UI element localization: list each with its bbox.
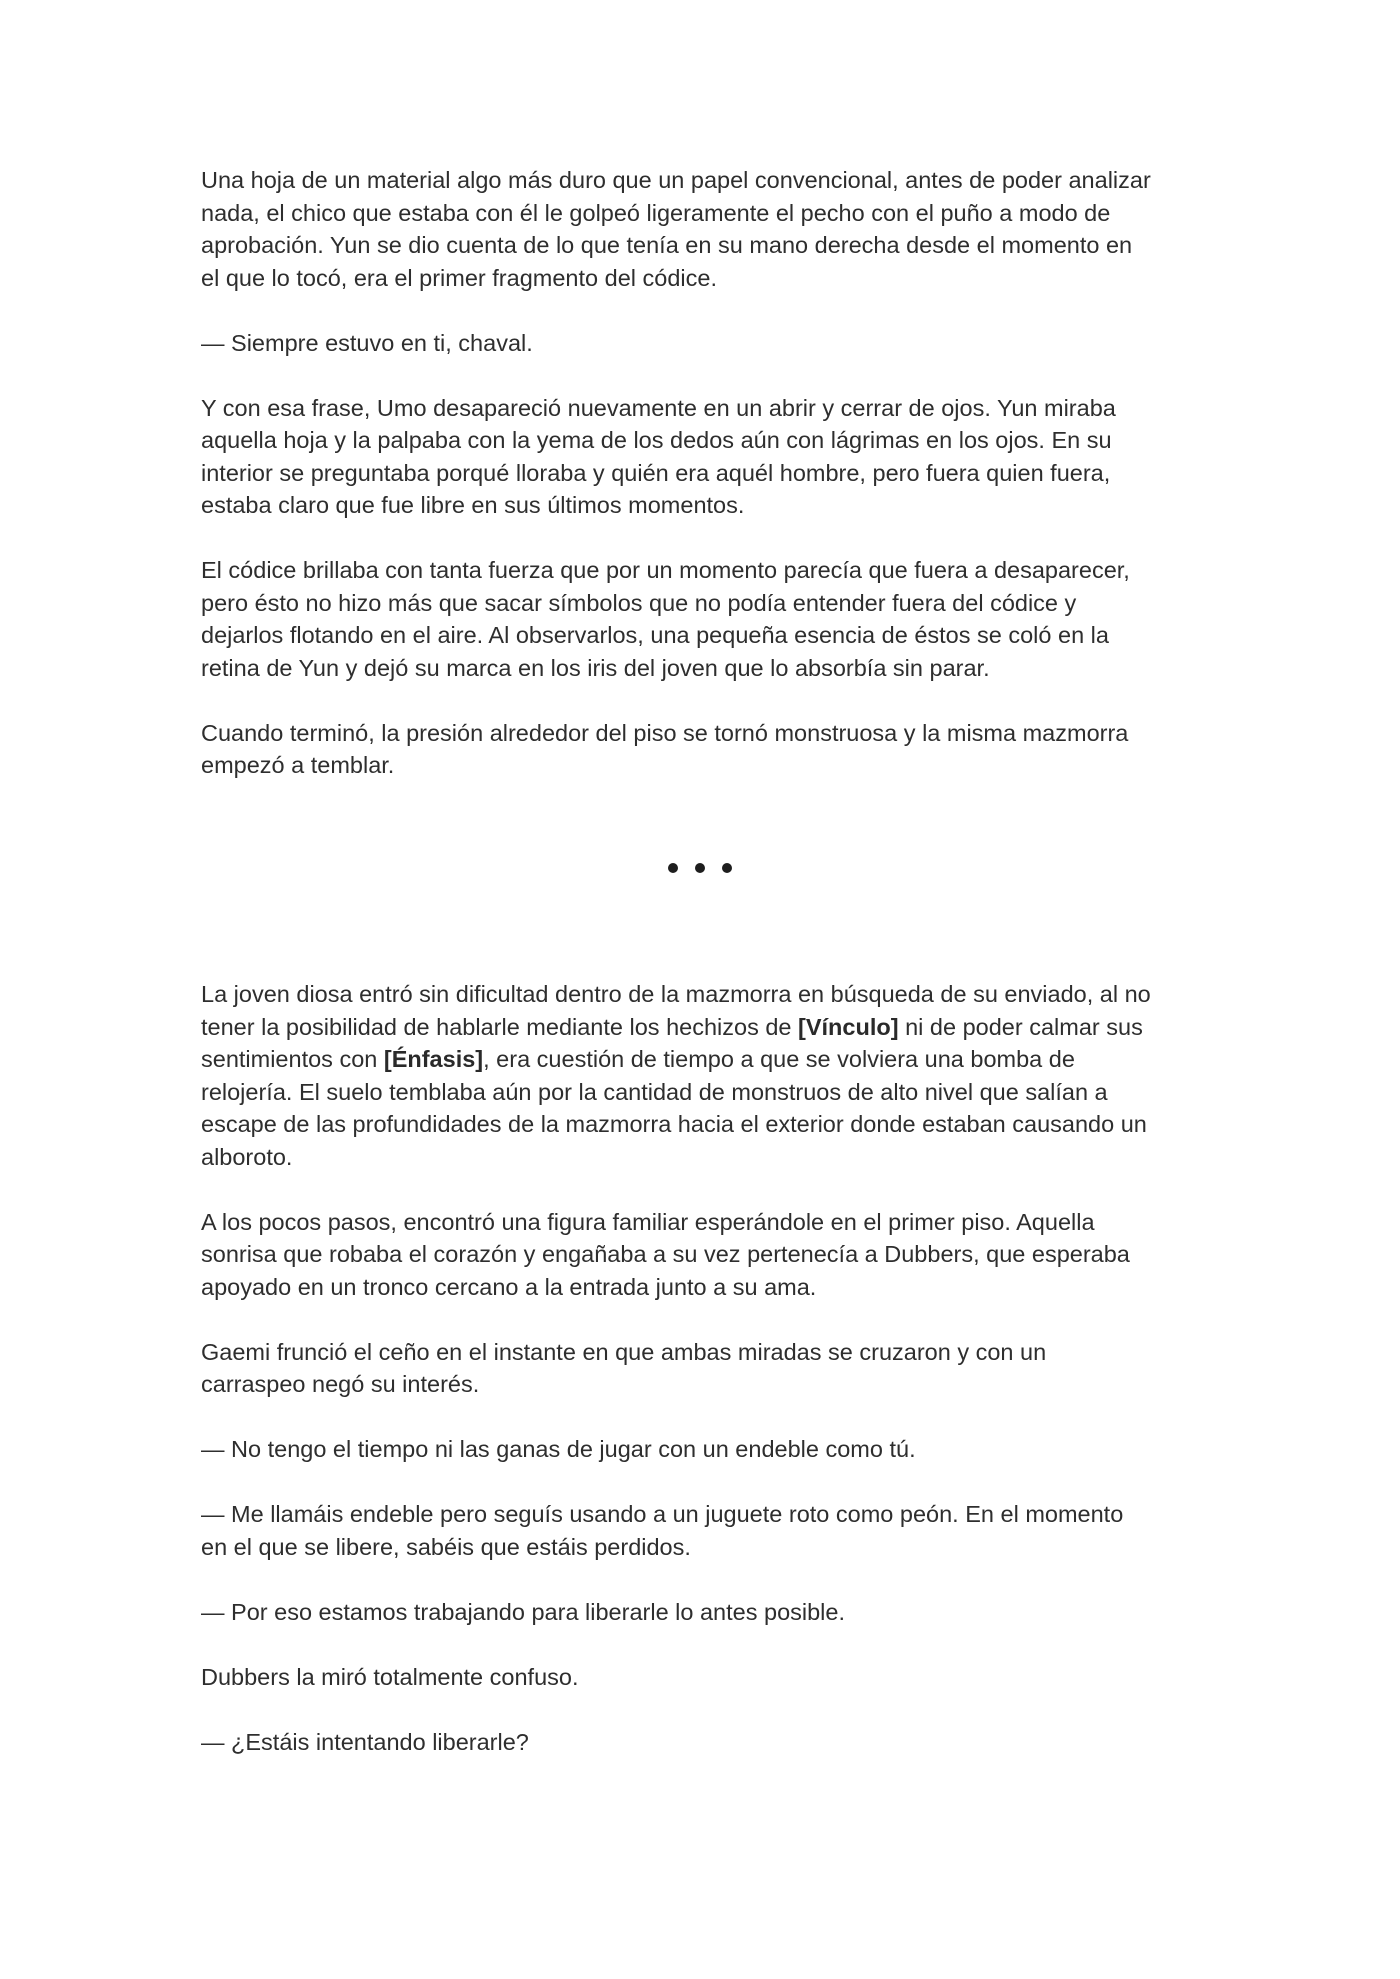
- text-segment: , era cuestión de tiempo a que se volviera una bomba de: [483, 1046, 1075, 1072]
- text-line: Y con esa frase, Umo desapareció nuevamente en un abrir y cerrar de ojos. Yun miraba: [201, 394, 1116, 421]
- text-line: el que lo tocó, era el primer fragmento del códice.: [201, 264, 717, 291]
- text-line: relojería. El suelo temblaba aún por la cantidad de monstruos de alto nivel que salían a: [201, 1078, 1108, 1105]
- text-line: — Me llamáis endeble pero seguís usando a un juguete roto como peón. En el momento: [201, 1501, 1124, 1527]
- text-line: pero ésto no hizo más que sacar símbolos que no podía entender fuera del códice y: [201, 589, 1077, 616]
- text-line: interior se preguntaba porqué lloraba y quién era aquél hombre, pero fuera quien fuera,: [201, 459, 1111, 486]
- text-segment: ni de poder calmar sus: [898, 1013, 1143, 1040]
- text-line: [201, 1011, 1201, 1044]
- text-line: Cuando terminó, la presión alrededor del piso se tornó monstruosa y la misma mazmorra: [201, 719, 1129, 746]
- paragraph: [201, 717, 1201, 782]
- text-line: sonrisa que robaba el corazón y engañaba a su vez pertenecía a Dubbers, que esperaba: [201, 1241, 1130, 1267]
- text-line: empezó a temblar.: [201, 752, 395, 778]
- text-line: [201, 1043, 1201, 1076]
- scene-break-separator: [0, 858, 1400, 878]
- text-line: La joven diosa entró sin dificultad dentro de la mazmorra en búsqueda de su enviado, al no: [201, 981, 1151, 1007]
- paragraph: [201, 1661, 1201, 1694]
- spell-name-enfasis: [Énfasis]: [383, 1046, 484, 1072]
- text-line: — Siempre estuvo en ti, chaval.: [201, 329, 533, 356]
- dialogue-paragraph: [201, 327, 1201, 360]
- spell-name-vinculo: [Vínculo]: [798, 1013, 899, 1040]
- text-line: — ¿Estáis intentando liberarle?: [201, 1728, 529, 1755]
- text-line: retina de Yun y dejó su marca en los iris del joven que lo absorbía sin parar.: [201, 654, 990, 681]
- separator-dot: [668, 863, 678, 873]
- text-line: estaba claro que fue libre en sus últimos momentos.: [201, 492, 745, 518]
- dialogue-paragraph: [201, 1726, 1201, 1759]
- text-line: dejarlos flotando en el aire. Al observarlos, una pequeña esencia de éstos se coló en la: [201, 622, 1109, 648]
- text-line: — Por eso estamos trabajando para liberarle lo antes posible.: [201, 1598, 846, 1625]
- paragraph: [201, 1206, 1201, 1304]
- text-segment: sentimientos con: [201, 1046, 384, 1072]
- text-segment: tener la posibilidad de hablarle mediante los hechizos de: [201, 1013, 799, 1040]
- text-line: en el que se libere, sabéis que estáis perdidos.: [201, 1533, 691, 1560]
- text-line: alboroto.: [201, 1143, 293, 1170]
- text-line: A los pocos pasos, encontró una figura familiar esperándole en el primer piso. Aquella: [201, 1208, 1095, 1235]
- text-line: nada, el chico que estaba con él le golpeó ligeramente el pecho con el puño a modo de: [201, 199, 1111, 226]
- text-line: escape de las profundidades de la mazmorra hacia el exterior donde estaban causando un: [201, 1111, 1147, 1137]
- separator-dot: [695, 863, 705, 873]
- dialogue-paragraph: [201, 1498, 1201, 1563]
- section-2: [201, 978, 1201, 1758]
- text-line: apoyado en un tronco cercano a la entrada junto a su ama.: [201, 1273, 817, 1300]
- paragraph: [201, 392, 1201, 522]
- text-line: Una hoja de un material algo más duro que un papel convencional, antes de poder analizar: [201, 167, 1151, 193]
- paragraph: [201, 978, 1201, 1173]
- text-line: Dubbers la miró totalmente confuso.: [201, 1663, 579, 1690]
- separator-dot: [722, 863, 732, 873]
- dialogue-paragraph: [201, 1596, 1201, 1629]
- dialogue-paragraph: [201, 1433, 1201, 1466]
- text-line: Gaemi frunció el ceño en el instante en que ambas miradas se cruzaron y con un: [201, 1338, 1047, 1365]
- text-line: — No tengo el tiempo ni las ganas de jugar con un endeble como tú.: [201, 1436, 916, 1462]
- paragraph: [201, 1336, 1201, 1401]
- paragraph: [201, 164, 1201, 294]
- text-line: aprobación. Yun se dio cuenta de lo que tenía en su mano derecha desde el momento en: [201, 232, 1133, 258]
- section-1: [201, 164, 1201, 782]
- text-line: El códice brillaba con tanta fuerza que por un momento parecía que fuera a desaparecer,: [201, 557, 1130, 583]
- text-line: aquella hoja y la palpaba con la yema de los dedos aún con lágrimas en los ojos. En su: [201, 427, 1112, 453]
- text-line: carraspeo negó su interés.: [201, 1371, 480, 1397]
- paragraph: [201, 554, 1201, 684]
